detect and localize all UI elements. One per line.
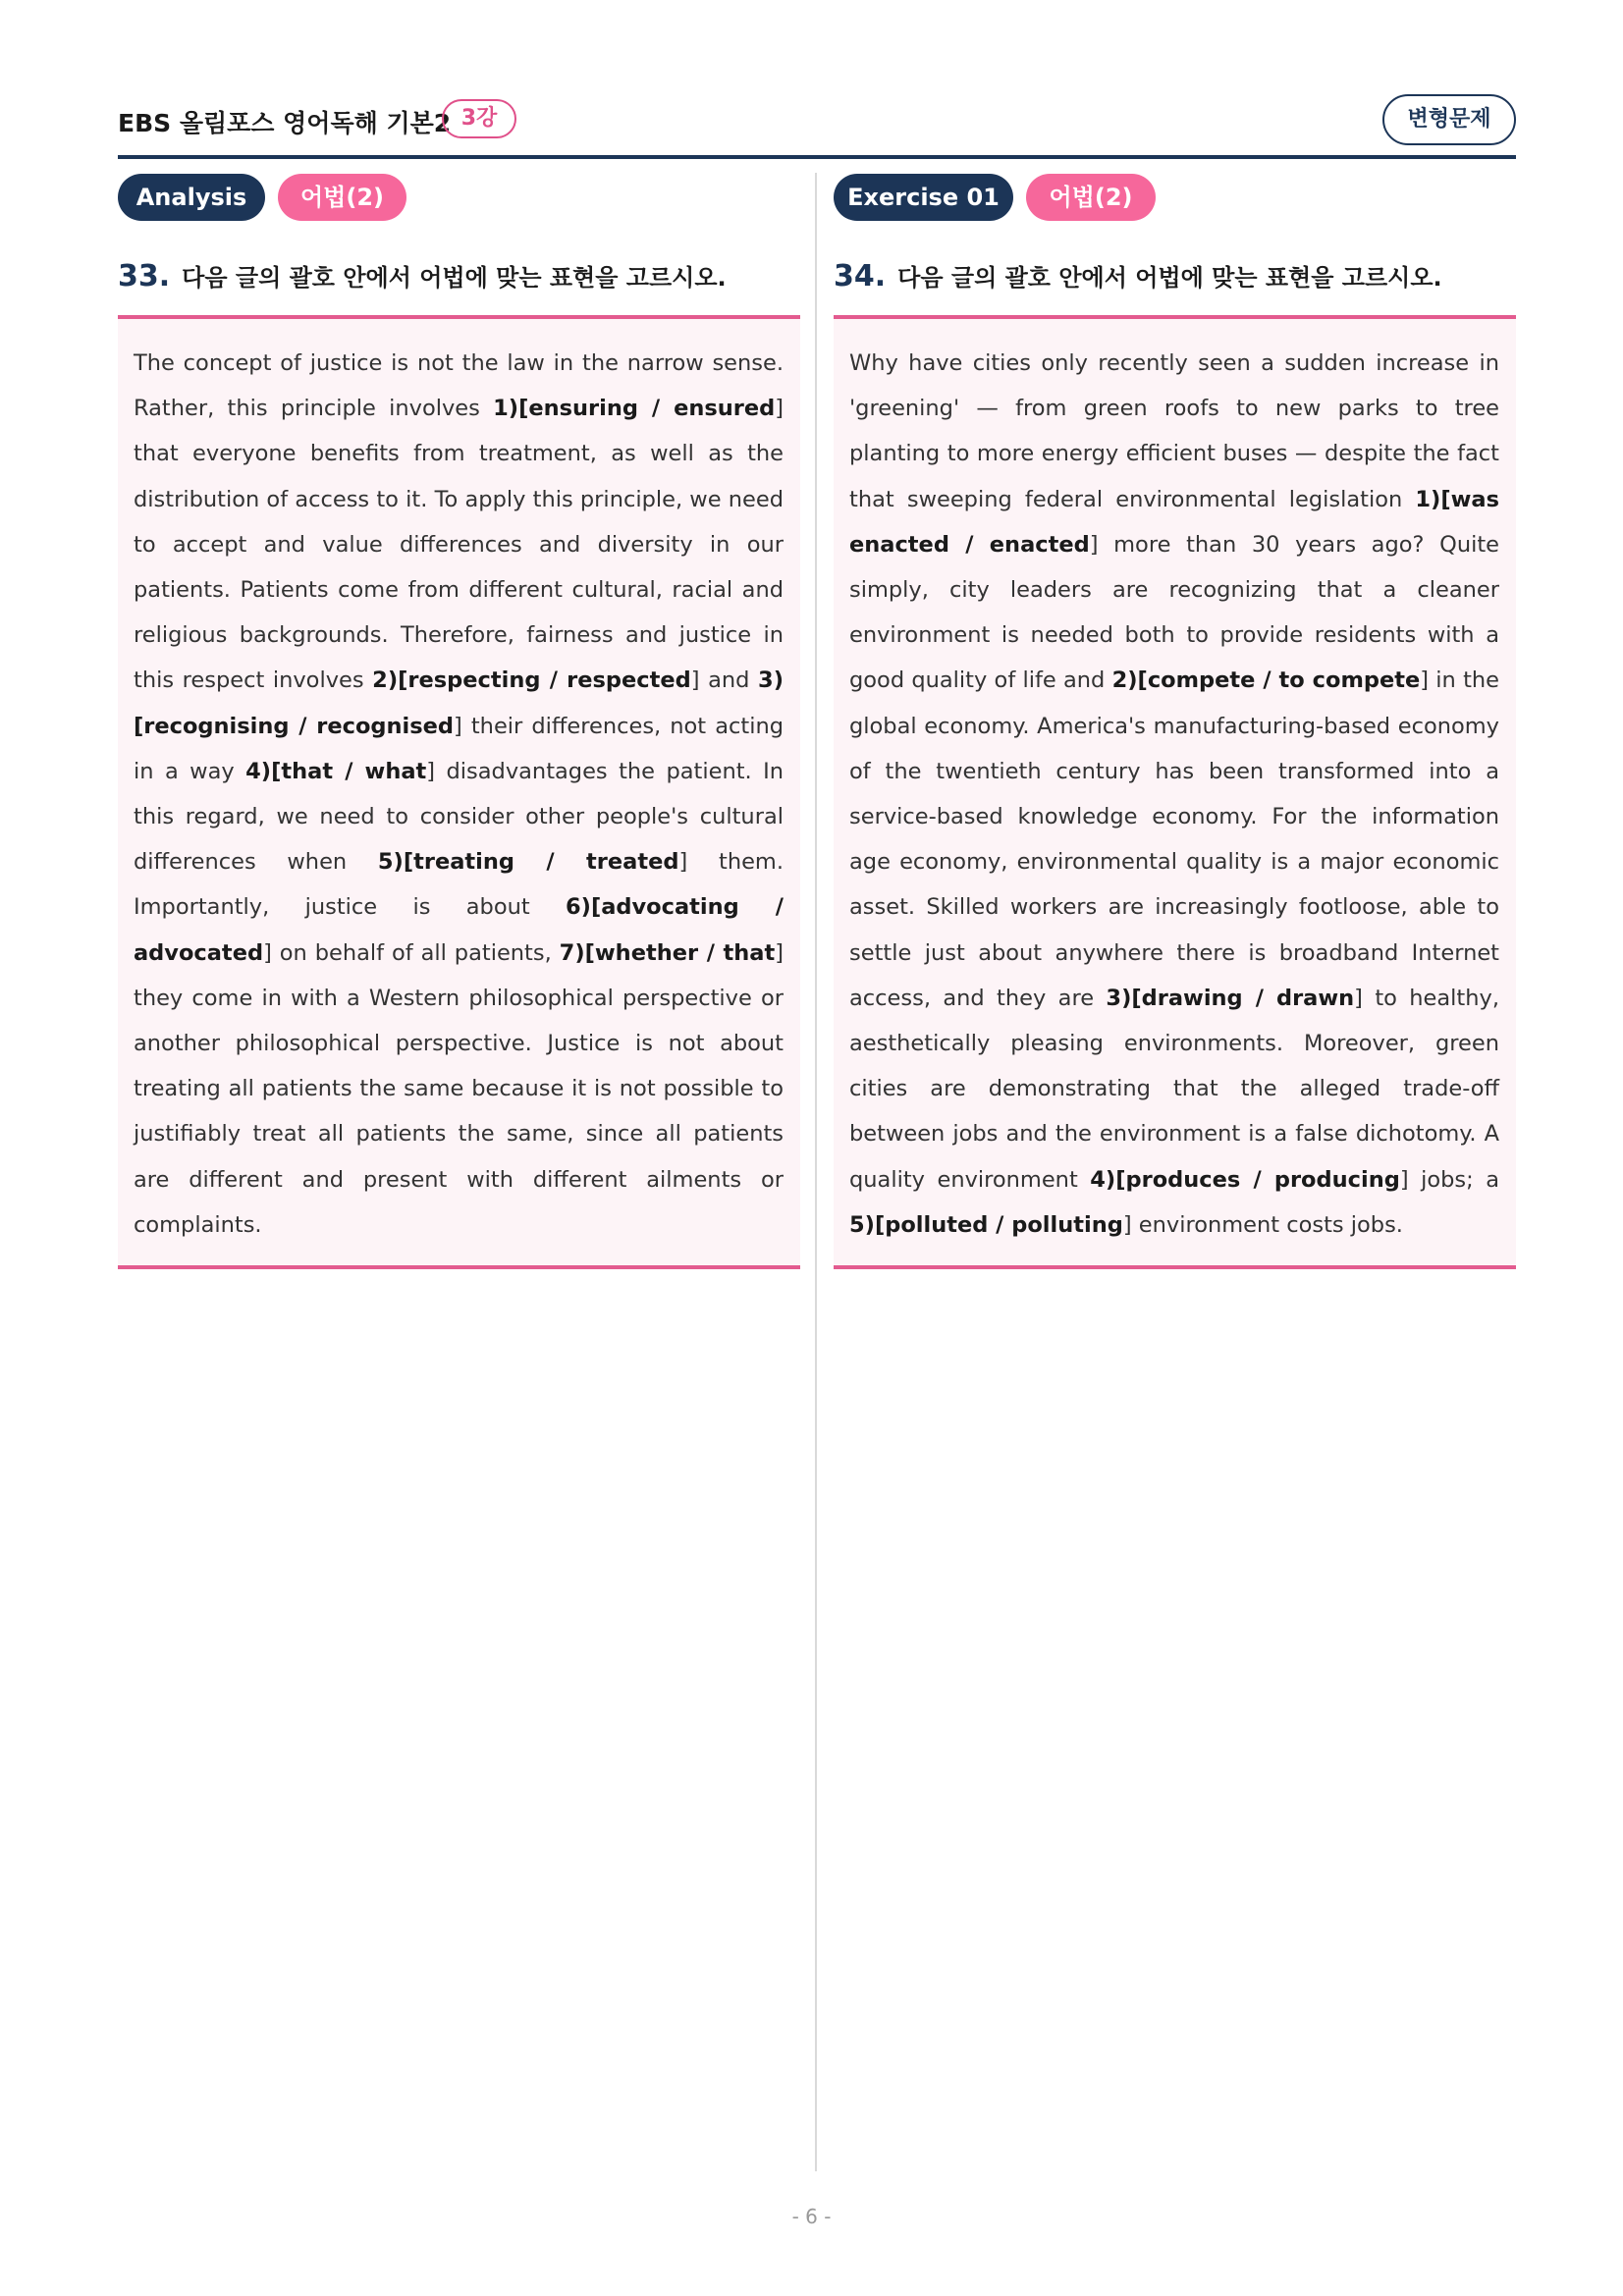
answer-choice: 3)[drawing / drawn — [1106, 985, 1355, 1011]
grammar-tag: 어법(2) — [1026, 174, 1156, 221]
answer-choice: 1)[was enacted / enacted — [849, 486, 1499, 558]
answer-choice: 1)[ensuring / ensured — [493, 396, 776, 422]
passage-segment: ] to healthy, aesthetically pleasing environments. Moreover, green cities are demonstrating that the alleged trade-off between jobs and the environment is a false dichotomy. A quality environment — [849, 985, 1499, 1193]
question-number: 34. — [834, 259, 887, 294]
answer-choice: 2)[respecting / respected — [372, 667, 691, 694]
exercise-tag: Exercise 01 — [834, 174, 1013, 221]
right-column — [834, 174, 1516, 1238]
passage-box — [834, 315, 1516, 1269]
analysis-tag: Analysis — [118, 174, 265, 221]
passage-segment: ] them. Importantly, justice is about — [134, 849, 784, 921]
passage-segment: ] on behalf of all patients, — [263, 939, 560, 966]
passage-box — [118, 315, 800, 1269]
right-tags — [834, 174, 1516, 221]
question-number: 33. — [118, 259, 171, 294]
answer-choice: 2)[compete / to compete — [1111, 667, 1421, 694]
passage-segment: ] in the global economy. America's manufacturing-based economy of the twentieth century has been transformed into a service-based knowledge economy. For the information age economy, environmental quality is a major economic asset. Skilled workers are increasingly footloose, able to settle just about anywhere there is broadband Internet access, and they are — [849, 667, 1499, 1011]
question-instruction: 다음 글의 괄호 안에서 어법에 맞는 표현을 고르시오. — [897, 264, 1442, 292]
lesson-badge: 3강 — [442, 99, 516, 138]
answer-choice: 6)[advocating / advocated — [134, 894, 784, 966]
question-34 — [834, 258, 1442, 294]
question-instruction: 다음 글의 괄호 안에서 어법에 맞는 표현을 고르시오. — [182, 264, 727, 292]
passage-text — [849, 341, 1499, 1248]
column-divider — [815, 173, 817, 2171]
grammar-tag: 어법(2) — [278, 174, 406, 221]
passage-segment: ] their differences, not acting in a way — [134, 713, 784, 784]
left-tags — [118, 174, 800, 221]
passage-text — [134, 341, 784, 1248]
question-type-badge: 변형문제 — [1382, 94, 1516, 145]
passage-segment: ] disadvantages the patient. In this regard, we need to consider other people's cultural differences when — [134, 758, 784, 876]
question-33 — [118, 258, 727, 294]
passage-segment: The concept of justice is not the law in the narrow sense. Rather, this principle involves — [134, 350, 784, 422]
passage-segment: ] that everyone benefits from treatment, as well as the distribution of access to it. To apply this principle, we need to accept and value differences and diversity in our patients. Patients come from different cultural, racial and religious backgrounds. Therefore, fairness and justice in this respect involves — [134, 396, 784, 694]
passage-segment: ] jobs; a — [1399, 1166, 1499, 1193]
page-number: - 6 - — [791, 2205, 832, 2228]
answer-choice: 3)[recognising / recognised — [134, 667, 784, 739]
passage-segment: ] environment costs jobs. — [1122, 1211, 1403, 1238]
page-header — [118, 94, 1516, 159]
passage-segment: ] and — [690, 667, 759, 694]
answer-choice: 5)[polluted / polluting — [849, 1211, 1123, 1238]
answer-choice: 5)[treating / treated — [377, 849, 679, 876]
book-title: EBS 올림포스 영어독해 기본2 — [118, 109, 452, 137]
header-divider — [118, 155, 1516, 159]
passage-segment: ] they come in with a Western philosophical perspective or another philosophical perspective. Justice is not about treating all patients the same because it is not possible to justifiably treat all patients the same, since all patients are different and present with different ailments or complaints. — [134, 939, 784, 1238]
passage-segment: ] more than 30 years ago? Quite simply, city leaders are recognizing that a cleaner environment is needed both to provide residents with a good quality of life and — [849, 531, 1499, 694]
left-column — [118, 174, 800, 1238]
answer-choice: 7)[whether / that — [559, 939, 776, 966]
passage-segment: Why have cities only recently seen a sudden increase in 'greening' — from green roofs to new parks to tree planting to more energy efficient buses — despite the fact that sweeping federal environmental legislation — [849, 350, 1499, 512]
answer-choice: 4)[produces / producing — [1090, 1166, 1400, 1193]
answer-choice: 4)[that / what — [245, 758, 427, 784]
